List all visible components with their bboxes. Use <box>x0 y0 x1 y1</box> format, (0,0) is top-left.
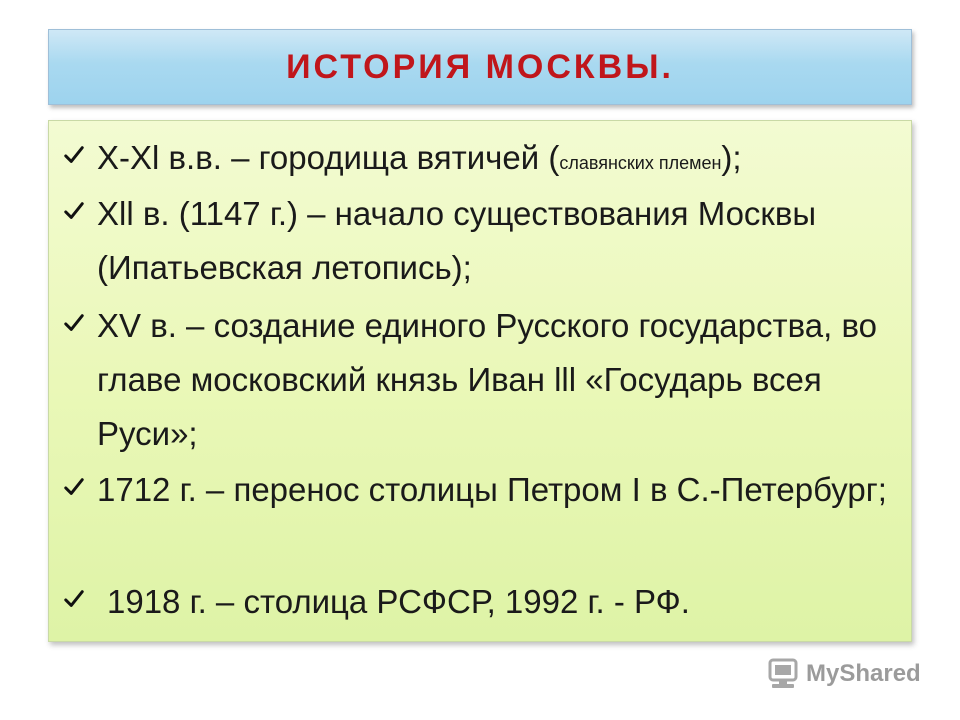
checkmark-icon <box>63 131 97 185</box>
item-text-small: славянских племен <box>559 153 722 173</box>
item-text-start: X-Xl в.в. – городища вятичей ( <box>97 139 560 176</box>
item-text-end: ); <box>721 139 742 176</box>
checkmark-icon <box>63 187 97 241</box>
title-banner <box>48 29 912 105</box>
list-item <box>63 131 897 190</box>
list-item <box>63 299 897 461</box>
list-item-text: 1918 г. – столица РСФСР, 1992 г. - РФ. <box>107 583 690 620</box>
myshared-logo-icon <box>766 658 800 690</box>
list-item <box>63 187 897 295</box>
checkmark-icon <box>63 575 97 629</box>
watermark-text: MyShared <box>806 660 921 687</box>
list-item-text: Xll в. (1147 г.) – начало существования Москвы (Ипатьевская летопись); <box>97 195 817 286</box>
list-item-text: 1712 г. – перенос столицы Петром I в С.-Петербург; <box>97 471 887 508</box>
list-item <box>63 575 897 629</box>
list-item-text: XV в. – создание единого Русского государства, во главе московский князь Иван lll «Государь всея Руси»; <box>97 307 877 452</box>
checkmark-icon <box>63 463 97 517</box>
list-item-text <box>97 131 897 190</box>
content-panel <box>48 120 912 642</box>
list-item <box>63 463 897 517</box>
watermark <box>766 658 921 690</box>
checkmark-icon <box>63 299 97 353</box>
slide-title: ИСТОРИЯ МОСКВЫ. <box>286 47 674 86</box>
